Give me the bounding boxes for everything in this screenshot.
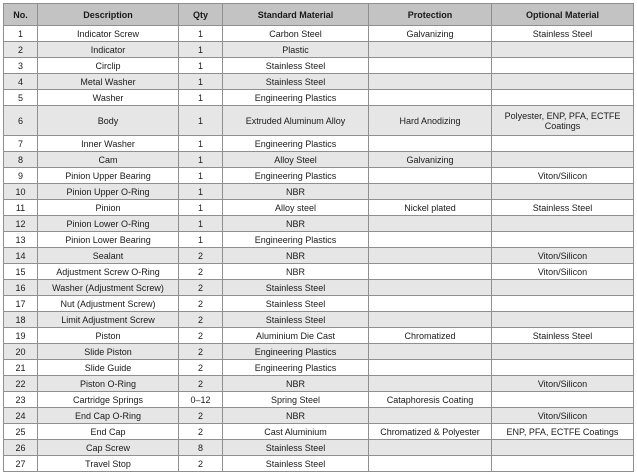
cell-protection bbox=[369, 168, 492, 184]
cell-protection: Chromatized & Polyester bbox=[369, 424, 492, 440]
cell-protection bbox=[369, 408, 492, 424]
cell-qty: 1 bbox=[179, 152, 223, 168]
materials-table-container bbox=[3, 3, 634, 472]
cell-qty: 2 bbox=[179, 424, 223, 440]
cell-optional-material: Viton/Silicon bbox=[492, 376, 634, 392]
cell-standard-material: Stainless Steel bbox=[223, 440, 369, 456]
cell-description: Travel Stop bbox=[38, 456, 179, 472]
cell-description: Washer bbox=[38, 90, 179, 106]
cell-standard-material: Carbon Steel bbox=[223, 26, 369, 42]
cell-no: 17 bbox=[4, 296, 38, 312]
table-row bbox=[4, 58, 634, 74]
cell-standard-material: Aluminium Die Cast bbox=[223, 328, 369, 344]
cell-qty: 2 bbox=[179, 376, 223, 392]
cell-standard-material: Engineering Plastics bbox=[223, 168, 369, 184]
cell-standard-material: Spring Steel bbox=[223, 392, 369, 408]
cell-no: 5 bbox=[4, 90, 38, 106]
cell-qty: 2 bbox=[179, 328, 223, 344]
cell-standard-material: NBR bbox=[223, 216, 369, 232]
cell-no: 6 bbox=[4, 106, 38, 136]
table-row bbox=[4, 232, 634, 248]
header-protection: Protection bbox=[369, 4, 492, 26]
cell-qty: 0–12 bbox=[179, 392, 223, 408]
cell-no: 14 bbox=[4, 248, 38, 264]
cell-no: 26 bbox=[4, 440, 38, 456]
cell-description: Metal Washer bbox=[38, 74, 179, 90]
header-optional-material: Optional Material bbox=[492, 4, 634, 26]
cell-no: 2 bbox=[4, 42, 38, 58]
table-row bbox=[4, 42, 634, 58]
cell-optional-material bbox=[492, 344, 634, 360]
cell-standard-material: Engineering Plastics bbox=[223, 136, 369, 152]
cell-no: 20 bbox=[4, 344, 38, 360]
table-header-row bbox=[4, 4, 634, 26]
cell-standard-material: Engineering Plastics bbox=[223, 360, 369, 376]
cell-no: 13 bbox=[4, 232, 38, 248]
cell-protection bbox=[369, 58, 492, 74]
cell-optional-material bbox=[492, 58, 634, 74]
cell-standard-material: NBR bbox=[223, 248, 369, 264]
cell-no: 23 bbox=[4, 392, 38, 408]
cell-description: Slide Piston bbox=[38, 344, 179, 360]
cell-protection bbox=[369, 312, 492, 328]
cell-protection bbox=[369, 184, 492, 200]
cell-no: 12 bbox=[4, 216, 38, 232]
table-row bbox=[4, 106, 634, 136]
cell-standard-material: Plastic bbox=[223, 42, 369, 58]
cell-qty: 1 bbox=[179, 74, 223, 90]
cell-description: Limit Adjustment Screw bbox=[38, 312, 179, 328]
cell-description: Nut (Adjustment Screw) bbox=[38, 296, 179, 312]
cell-no: 27 bbox=[4, 456, 38, 472]
table-row bbox=[4, 376, 634, 392]
cell-description: Pinion Lower O-Ring bbox=[38, 216, 179, 232]
table-row bbox=[4, 168, 634, 184]
cell-optional-material bbox=[492, 392, 634, 408]
cell-qty: 1 bbox=[179, 168, 223, 184]
cell-no: 10 bbox=[4, 184, 38, 200]
cell-protection bbox=[369, 264, 492, 280]
cell-no: 18 bbox=[4, 312, 38, 328]
cell-qty: 1 bbox=[179, 58, 223, 74]
table-row bbox=[4, 216, 634, 232]
cell-protection bbox=[369, 296, 492, 312]
cell-description: Circlip bbox=[38, 58, 179, 74]
cell-standard-material: Cast Aluminium bbox=[223, 424, 369, 440]
table-row bbox=[4, 264, 634, 280]
cell-optional-material: Viton/Silicon bbox=[492, 408, 634, 424]
table-row bbox=[4, 360, 634, 376]
cell-no: 11 bbox=[4, 200, 38, 216]
cell-standard-material: Stainless Steel bbox=[223, 280, 369, 296]
cell-no: 3 bbox=[4, 58, 38, 74]
cell-protection: Cataphoresis Coating bbox=[369, 392, 492, 408]
cell-protection bbox=[369, 90, 492, 106]
cell-description: Body bbox=[38, 106, 179, 136]
cell-qty: 1 bbox=[179, 216, 223, 232]
cell-qty: 2 bbox=[179, 360, 223, 376]
cell-protection: Nickel plated bbox=[369, 200, 492, 216]
cell-optional-material: Stainless Steel bbox=[492, 328, 634, 344]
cell-standard-material: NBR bbox=[223, 376, 369, 392]
table-row bbox=[4, 280, 634, 296]
cell-optional-material bbox=[492, 152, 634, 168]
cell-qty: 1 bbox=[179, 200, 223, 216]
cell-qty: 1 bbox=[179, 90, 223, 106]
cell-optional-material bbox=[492, 74, 634, 90]
table-row bbox=[4, 200, 634, 216]
cell-optional-material: Polyester, ENP, PFA, ECTFE Coatings bbox=[492, 106, 634, 136]
cell-no: 8 bbox=[4, 152, 38, 168]
cell-optional-material bbox=[492, 90, 634, 106]
cell-qty: 1 bbox=[179, 42, 223, 58]
cell-no: 24 bbox=[4, 408, 38, 424]
cell-optional-material bbox=[492, 232, 634, 248]
cell-no: 22 bbox=[4, 376, 38, 392]
table-row bbox=[4, 344, 634, 360]
table-row bbox=[4, 328, 634, 344]
cell-standard-material: Extruded Aluminum Alloy bbox=[223, 106, 369, 136]
table-row bbox=[4, 184, 634, 200]
cell-no: 4 bbox=[4, 74, 38, 90]
cell-protection bbox=[369, 440, 492, 456]
cell-qty: 1 bbox=[179, 26, 223, 42]
cell-description: Pinion Upper Bearing bbox=[38, 168, 179, 184]
cell-qty: 1 bbox=[179, 232, 223, 248]
header-no: No. bbox=[4, 4, 38, 26]
cell-standard-material: Alloy Steel bbox=[223, 152, 369, 168]
table-row bbox=[4, 392, 634, 408]
cell-qty: 2 bbox=[179, 280, 223, 296]
cell-protection: Hard Anodizing bbox=[369, 106, 492, 136]
cell-description: Piston bbox=[38, 328, 179, 344]
header-qty: Qty bbox=[179, 4, 223, 26]
cell-description: Adjustment Screw O-Ring bbox=[38, 264, 179, 280]
cell-optional-material bbox=[492, 42, 634, 58]
cell-optional-material bbox=[492, 136, 634, 152]
cell-qty: 1 bbox=[179, 106, 223, 136]
cell-standard-material: Engineering Plastics bbox=[223, 344, 369, 360]
header-description: Description bbox=[38, 4, 179, 26]
cell-protection bbox=[369, 136, 492, 152]
cell-no: 9 bbox=[4, 168, 38, 184]
cell-description: Indicator Screw bbox=[38, 26, 179, 42]
cell-protection: Galvanizing bbox=[369, 26, 492, 42]
cell-description: Slide Guide bbox=[38, 360, 179, 376]
table-row bbox=[4, 74, 634, 90]
table-row bbox=[4, 456, 634, 472]
cell-optional-material: Viton/Silicon bbox=[492, 264, 634, 280]
table-row bbox=[4, 408, 634, 424]
cell-protection bbox=[369, 74, 492, 90]
cell-standard-material: Stainless Steel bbox=[223, 296, 369, 312]
table-row bbox=[4, 312, 634, 328]
cell-protection: Chromatized bbox=[369, 328, 492, 344]
cell-qty: 2 bbox=[179, 264, 223, 280]
cell-description: Pinion Lower Bearing bbox=[38, 232, 179, 248]
cell-description: Indicator bbox=[38, 42, 179, 58]
header-standard-material: Standard Material bbox=[223, 4, 369, 26]
table-row bbox=[4, 136, 634, 152]
table-row bbox=[4, 424, 634, 440]
cell-qty: 2 bbox=[179, 296, 223, 312]
cell-no: 7 bbox=[4, 136, 38, 152]
cell-no: 16 bbox=[4, 280, 38, 296]
cell-protection bbox=[369, 216, 492, 232]
cell-qty: 1 bbox=[179, 184, 223, 200]
cell-standard-material: Engineering Plastics bbox=[223, 232, 369, 248]
cell-protection bbox=[369, 344, 492, 360]
cell-protection: Galvanizing bbox=[369, 152, 492, 168]
cell-qty: 2 bbox=[179, 344, 223, 360]
cell-description: Sealant bbox=[38, 248, 179, 264]
cell-protection bbox=[369, 248, 492, 264]
cell-standard-material: Stainless Steel bbox=[223, 312, 369, 328]
cell-no: 19 bbox=[4, 328, 38, 344]
cell-qty: 2 bbox=[179, 312, 223, 328]
table-row bbox=[4, 26, 634, 42]
cell-qty: 2 bbox=[179, 456, 223, 472]
cell-standard-material: Stainless Steel bbox=[223, 58, 369, 74]
cell-protection bbox=[369, 456, 492, 472]
table-row bbox=[4, 90, 634, 106]
cell-protection bbox=[369, 42, 492, 58]
cell-qty: 1 bbox=[179, 136, 223, 152]
cell-description: Pinion bbox=[38, 200, 179, 216]
cell-standard-material: Stainless Steel bbox=[223, 456, 369, 472]
cell-protection bbox=[369, 360, 492, 376]
cell-qty: 8 bbox=[179, 440, 223, 456]
cell-description: Piston O-Ring bbox=[38, 376, 179, 392]
cell-protection bbox=[369, 280, 492, 296]
cell-description: Washer (Adjustment Screw) bbox=[38, 280, 179, 296]
cell-standard-material: Engineering Plastics bbox=[223, 90, 369, 106]
cell-optional-material: Stainless Steel bbox=[492, 200, 634, 216]
cell-description: Inner Washer bbox=[38, 136, 179, 152]
cell-standard-material: Alloy steel bbox=[223, 200, 369, 216]
table-row bbox=[4, 440, 634, 456]
table-row bbox=[4, 296, 634, 312]
cell-no: 15 bbox=[4, 264, 38, 280]
cell-optional-material: Stainless Steel bbox=[492, 26, 634, 42]
materials-table bbox=[3, 3, 634, 472]
cell-description: Pinion Upper O-Ring bbox=[38, 184, 179, 200]
cell-standard-material: NBR bbox=[223, 184, 369, 200]
cell-description: Cam bbox=[38, 152, 179, 168]
cell-optional-material bbox=[492, 440, 634, 456]
cell-optional-material: Viton/Silicon bbox=[492, 248, 634, 264]
cell-optional-material bbox=[492, 184, 634, 200]
cell-description: Cartridge Springs bbox=[38, 392, 179, 408]
cell-optional-material bbox=[492, 280, 634, 296]
cell-standard-material: NBR bbox=[223, 408, 369, 424]
cell-optional-material: ENP, PFA, ECTFE Coatings bbox=[492, 424, 634, 440]
table-row bbox=[4, 248, 634, 264]
cell-description: Cap Screw bbox=[38, 440, 179, 456]
cell-no: 1 bbox=[4, 26, 38, 42]
cell-optional-material bbox=[492, 456, 634, 472]
cell-protection bbox=[369, 232, 492, 248]
cell-optional-material bbox=[492, 296, 634, 312]
cell-no: 21 bbox=[4, 360, 38, 376]
cell-description: End Cap O-Ring bbox=[38, 408, 179, 424]
cell-optional-material: Viton/Silicon bbox=[492, 168, 634, 184]
table-row bbox=[4, 152, 634, 168]
cell-standard-material: Stainless Steel bbox=[223, 74, 369, 90]
cell-optional-material bbox=[492, 216, 634, 232]
cell-qty: 2 bbox=[179, 248, 223, 264]
cell-qty: 2 bbox=[179, 408, 223, 424]
cell-optional-material bbox=[492, 360, 634, 376]
cell-optional-material bbox=[492, 312, 634, 328]
cell-description: End Cap bbox=[38, 424, 179, 440]
cell-no: 25 bbox=[4, 424, 38, 440]
cell-protection bbox=[369, 376, 492, 392]
cell-standard-material: NBR bbox=[223, 264, 369, 280]
